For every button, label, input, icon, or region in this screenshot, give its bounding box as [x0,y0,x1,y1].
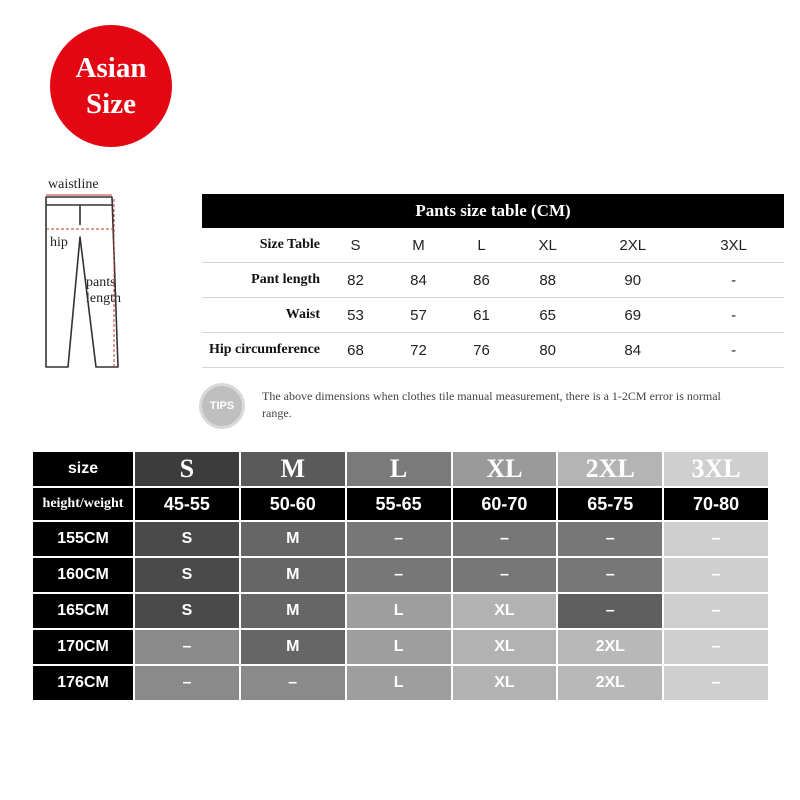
pants-table-title: Pants size table (CM) [202,194,784,228]
table-cell: 61 [450,298,513,333]
size-cell: – [135,630,239,664]
row-label: Pant length [202,263,324,298]
size-column-header: M [241,452,345,486]
size-cell: – [558,522,662,556]
size-cell: – [664,558,768,592]
table-cell: - [683,298,784,333]
size-cell: – [664,630,768,664]
table-cell: 84 [387,263,450,298]
table-cell: 82 [324,263,387,298]
hip-label: hip [50,235,68,250]
size-column-header: L [347,452,451,486]
size-cell: S [135,558,239,592]
weight-range: 60-70 [453,488,557,520]
size-cell: M [241,630,345,664]
row-label: Hip circumference [202,333,324,368]
height-row-label: 170CM [33,630,133,664]
row-label: Waist [202,298,324,333]
table-row [202,298,784,333]
size-cell: – [453,522,557,556]
size-cell: XL [453,630,557,664]
size-cell: – [664,666,768,700]
height-weight-label: height/weight [33,488,133,520]
size-cell: M [241,522,345,556]
size-cell: M [241,594,345,628]
table-cell: 90 [582,263,683,298]
height-row-label: 155CM [33,522,133,556]
size-cell: – [347,558,451,592]
table-row [202,333,784,368]
size-cell: L [347,630,451,664]
height-row-label: 176CM [33,666,133,700]
weight-range: 55-65 [347,488,451,520]
table-cell: 84 [582,333,683,368]
size-header: M [387,228,450,263]
size-column-header: 3XL [664,452,768,486]
size-header: 2XL [582,228,683,263]
size-cell: – [558,594,662,628]
table-cell: 53 [324,298,387,333]
pants-table-caption-row [202,194,784,228]
size-cell: 2XL [558,630,662,664]
badge-line-1: Asian [75,52,147,84]
pants-size-table [202,194,784,368]
table-cell: 76 [450,333,513,368]
size-corner-label: size [33,452,133,486]
size-column-header: 2XL [558,452,662,486]
table-cell: 88 [513,263,582,298]
pants-length-label-2: length [86,291,121,306]
size-cell: S [135,594,239,628]
height-row-label: 165CM [33,594,133,628]
size-cell: – [664,594,768,628]
size-cell: XL [453,594,557,628]
table-cell: 72 [387,333,450,368]
waistline-label: waistline [48,177,99,192]
size-cell: – [135,666,239,700]
table-row [202,263,784,298]
size-cell: – [241,666,345,700]
size-table-label: Size Table [202,228,324,263]
badge-line-2: Size [86,88,136,120]
asian-size-badge [50,25,172,147]
pants-table-header-row [202,228,784,263]
table-cell: 69 [582,298,683,333]
table-cell: - [683,333,784,368]
size-cell: S [135,522,239,556]
size-header: L [450,228,513,263]
size-cell: XL [453,666,557,700]
size-header: S [324,228,387,263]
pants-length-label-1: pants [86,275,116,290]
size-cell: – [347,522,451,556]
tips-icon: TIPS [202,386,242,426]
weight-range: 65-75 [558,488,662,520]
table-cell: 65 [513,298,582,333]
weight-range: 70-80 [664,488,768,520]
size-cell: – [664,522,768,556]
size-cell: 2XL [558,666,662,700]
table-cell: 57 [387,298,450,333]
table-cell: - [683,263,784,298]
size-column-header: XL [453,452,557,486]
size-cell: – [453,558,557,592]
size-cell: M [241,558,345,592]
size-recommendation-chart [33,452,768,700]
size-header: XL [513,228,582,263]
tips-text: The above dimensions when clothes tile manual measurement, there is a 1-2CM error is normal range. [262,389,721,420]
pants-outline-icon [20,175,190,375]
weight-range: 50-60 [241,488,345,520]
size-cell: L [347,666,451,700]
pants-illustration [20,175,190,375]
weight-range: 45-55 [135,488,239,520]
size-cell: L [347,594,451,628]
table-cell: 68 [324,333,387,368]
size-cell: – [558,558,662,592]
size-column-header: S [135,452,239,486]
height-row-label: 160CM [33,558,133,592]
table-cell: 80 [513,333,582,368]
table-cell: 86 [450,263,513,298]
size-header: 3XL [683,228,784,263]
